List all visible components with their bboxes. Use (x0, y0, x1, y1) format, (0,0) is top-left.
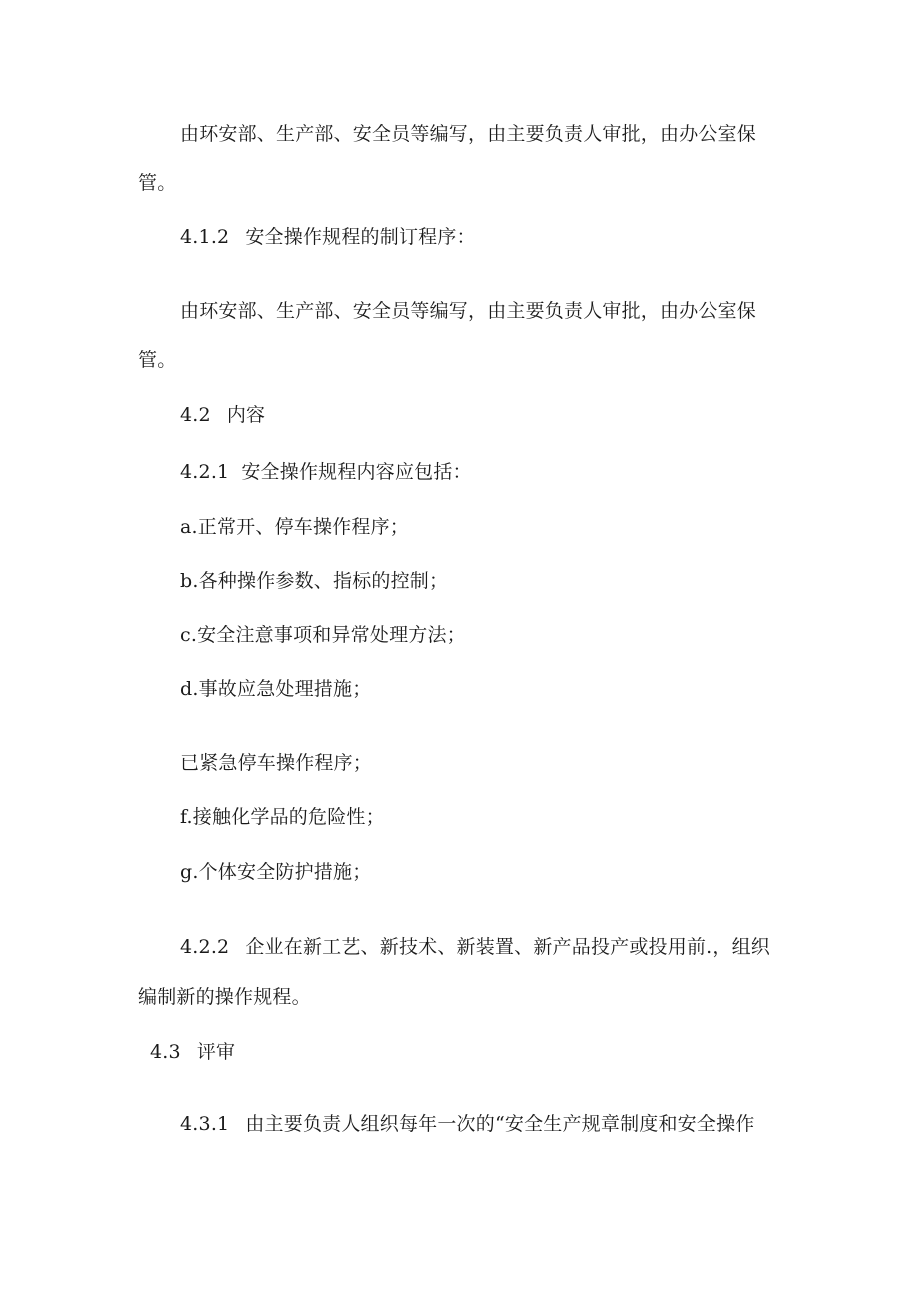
list-item: a.正常开、停车操作程序； (180, 516, 409, 538)
section-heading-4-1-2 (180, 225, 476, 249)
list-item: g.个体安全防护措施； (180, 861, 372, 883)
list-item: 已紧急停车操作程序； (180, 752, 373, 774)
section-heading-4-2 (180, 403, 265, 427)
section-number: 4.1.2 (180, 226, 230, 248)
section-number: 4.2 (180, 404, 211, 426)
section-heading-4-2-1 (180, 460, 472, 484)
section-title: 内容 (226, 404, 266, 426)
paragraph-line: 管。 (138, 172, 177, 194)
list-item: c.安全注意事项和异常处理方法； (180, 624, 466, 646)
section-number: 4.3.1 (180, 1113, 230, 1135)
section-heading-4-2-2 (180, 935, 770, 959)
section-number: 4.3 (150, 1041, 181, 1063)
list-item: b.各种操作参数、指标的控制； (180, 570, 449, 592)
list-item: d.事故应急处理措施； (180, 678, 372, 700)
section-title: 安全操作规程的制订程序： (245, 226, 476, 248)
paragraph-line: 由环安部、生产部、安全员等编写，由主要负责人审批，由办公室保 (180, 300, 757, 322)
section-text: 企业在新工艺、新技术、新装置、新产品投产或投用前.，组织 (245, 936, 771, 958)
section-heading-4-3-1 (180, 1112, 754, 1136)
section-text: 由主要负责人组织每年一次的“安全生产规章制度和安全操作 (245, 1113, 755, 1135)
paragraph-line: 由环安部、生产部、安全员等编写，由主要负责人审批，由办公室保 (180, 123, 757, 145)
section-heading-4-3 (150, 1040, 235, 1064)
list-item: f.接触化学品的危险性； (180, 806, 385, 828)
section-number: 4.2.2 (180, 936, 230, 958)
section-number: 4.2.1 (180, 461, 230, 483)
paragraph-line: 管。 (138, 349, 177, 371)
paragraph-line: 编制新的操作规程。 (138, 986, 311, 1008)
section-title: 安全操作规程内容应包括： (241, 461, 472, 483)
section-title: 评审 (196, 1041, 236, 1063)
